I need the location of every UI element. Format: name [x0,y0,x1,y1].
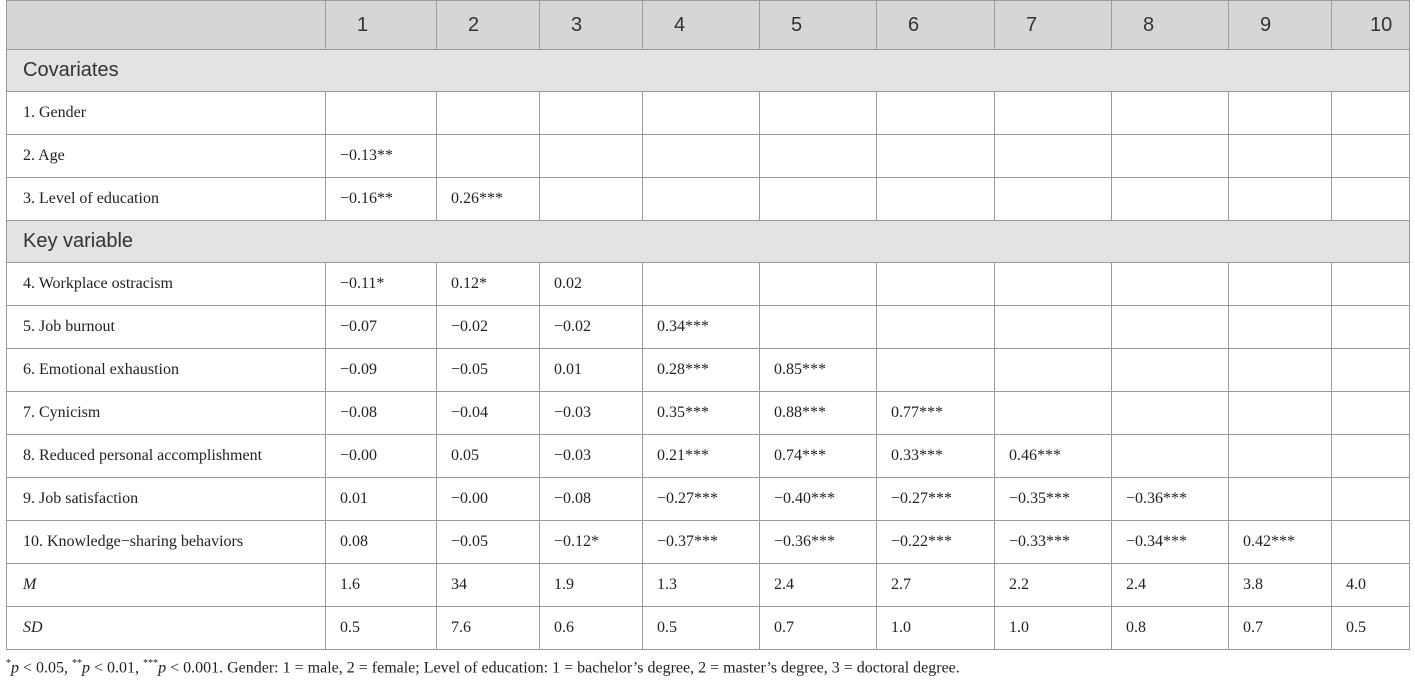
table-cell: 3.8 [1229,564,1332,607]
table-cell [540,135,643,178]
table-cell [877,178,995,221]
table-row [7,564,1410,607]
column-header-7: 7 [995,1,1112,50]
table-cell: −0.36*** [760,521,877,564]
column-header-1: 1 [326,1,437,50]
table-cell [1332,92,1410,135]
table-cell: 4.0 [1332,564,1410,607]
table-row [7,478,1410,521]
row-label: 9. Job satisfaction [7,478,326,521]
table-cell: −0.13** [326,135,437,178]
table-cell: 0.08 [326,521,437,564]
table-cell [643,263,760,306]
table-cell: −0.22*** [877,521,995,564]
table-cell [760,178,877,221]
table-cell [1332,435,1410,478]
table-cell: 2.4 [1112,564,1229,607]
table-cell [995,349,1112,392]
table-cell [877,306,995,349]
table-cell: 0.88*** [760,392,877,435]
table-cell [1112,135,1229,178]
table-cell: 0.33*** [877,435,995,478]
table-row [7,392,1410,435]
table-cell: −0.16** [326,178,437,221]
row-label: M [7,564,326,607]
table-cell [1332,178,1410,221]
table-cell: −0.00 [437,478,540,521]
table-cell [1112,349,1229,392]
table-cell [1229,435,1332,478]
table-cell: −0.07 [326,306,437,349]
table-cell: 0.7 [760,607,877,650]
table-cell [1229,478,1332,521]
table-cell: 0.5 [326,607,437,650]
table-cell: 1.6 [326,564,437,607]
row-label: 1. Gender [7,92,326,135]
row-label: 7. Cynicism [7,392,326,435]
table-cell [1332,392,1410,435]
header-row [7,1,1410,50]
table-cell [1332,306,1410,349]
table-cell: 0.28*** [643,349,760,392]
table-cell: −0.36*** [1112,478,1229,521]
table-cell [995,263,1112,306]
table-row [7,135,1410,178]
table-cell: 0.05 [437,435,540,478]
row-label: 5. Job burnout [7,306,326,349]
table-cell: −0.37*** [643,521,760,564]
table-cell [995,392,1112,435]
footnote-p-1: p [11,659,19,677]
column-header-5: 5 [760,1,877,50]
table-row [7,263,1410,306]
section-title: Key variable [7,221,1410,263]
table-cell [995,178,1112,221]
table-cell: −0.03 [540,435,643,478]
section-row [7,221,1410,263]
table-cell: −0.09 [326,349,437,392]
table-cell [995,135,1112,178]
table-row [7,435,1410,478]
table-row [7,306,1410,349]
table-cell: 0.85*** [760,349,877,392]
table-cell [1229,263,1332,306]
table-cell: 0.8 [1112,607,1229,650]
table-cell: 34 [437,564,540,607]
table-cell [437,92,540,135]
table-row [7,521,1410,564]
table-cell [760,306,877,349]
row-label: 10. Knowledge−sharing behaviors [7,521,326,564]
table-cell: 2.2 [995,564,1112,607]
table-cell: −0.05 [437,521,540,564]
column-header-2: 2 [437,1,540,50]
table-cell: −0.08 [326,392,437,435]
table-cell: −0.02 [437,306,540,349]
row-label: 3. Level of education [7,178,326,221]
table-cell: 2.7 [877,564,995,607]
table-cell [1229,178,1332,221]
table-cell: 0.02 [540,263,643,306]
row-label: 4. Workplace ostracism [7,263,326,306]
table-cell: 0.01 [326,478,437,521]
table-cell: −0.04 [437,392,540,435]
table-cell: 0.6 [540,607,643,650]
header-corner-cell [7,1,326,50]
footnote-sup-2: ** [72,658,83,669]
table-cell [1332,478,1410,521]
table-cell: 0.34*** [643,306,760,349]
table-cell: 0.5 [1332,607,1410,650]
table-cell [1229,349,1332,392]
table-cell [995,306,1112,349]
table-cell: 0.46*** [995,435,1112,478]
table-cell [1332,521,1410,564]
table-cell: 0.35*** [643,392,760,435]
table-row [7,349,1410,392]
table-cell [760,135,877,178]
table-cell: −0.05 [437,349,540,392]
section-title: Covariates [7,50,1410,92]
table-cell: 0.01 [540,349,643,392]
table-cell [1112,306,1229,349]
table-cell [540,178,643,221]
table-cell: −0.00 [326,435,437,478]
row-label: 2. Age [7,135,326,178]
table-cell [877,349,995,392]
table-row [7,607,1410,650]
table-row [7,92,1410,135]
table-cell [1112,263,1229,306]
row-label: 8. Reduced personal accomplishment [7,435,326,478]
table-cell: −0.35*** [995,478,1112,521]
table-cell [877,92,995,135]
table-cell: 1.0 [877,607,995,650]
column-header-8: 8 [1112,1,1229,50]
table-cell [760,92,877,135]
table-cell [760,263,877,306]
table-cell: 1.0 [995,607,1112,650]
table-cell [540,92,643,135]
table-cell: 7.6 [437,607,540,650]
column-header-9: 9 [1229,1,1332,50]
table-cell [1112,435,1229,478]
table-cell [437,135,540,178]
table-cell: 0.12* [437,263,540,306]
table-cell: −0.12* [540,521,643,564]
column-header-4: 4 [643,1,760,50]
table-cell: 0.42*** [1229,521,1332,564]
table-cell: 0.21*** [643,435,760,478]
table-row [7,178,1410,221]
row-label: 6. Emotional exhaustion [7,349,326,392]
table-cell: −0.33*** [995,521,1112,564]
table-cell [326,92,437,135]
table-cell: 0.74*** [760,435,877,478]
table-cell [1332,135,1410,178]
footnote-sup-3: *** [143,658,159,669]
correlation-table-container [6,0,1409,650]
table-cell: −0.08 [540,478,643,521]
table-cell: 1.3 [643,564,760,607]
table-cell: −0.40*** [760,478,877,521]
table-cell [877,135,995,178]
column-header-3: 3 [540,1,643,50]
table-cell [1229,135,1332,178]
table-cell [1112,178,1229,221]
footnote-text-2: < 0.01, [90,659,144,677]
table-body [7,50,1410,650]
column-header-6: 6 [877,1,995,50]
footnote-p-2: p [82,659,91,677]
table-cell: 2.4 [760,564,877,607]
table-cell [1332,263,1410,306]
table-cell [1112,92,1229,135]
table-cell: −0.03 [540,392,643,435]
footnote-sup-1: * [6,658,11,669]
table-cell: 0.5 [643,607,760,650]
table-cell: 0.26*** [437,178,540,221]
footnote-p-3: p [158,659,167,677]
table-cell: −0.02 [540,306,643,349]
table-cell: 1.9 [540,564,643,607]
table-cell: −0.27*** [643,478,760,521]
table-cell: −0.34*** [1112,521,1229,564]
table-cell [1229,92,1332,135]
table-cell [1332,349,1410,392]
table-footnote [6,658,960,677]
table-cell [643,178,760,221]
footnote-text-3: < 0.001. Gender: 1 = male, 2 = female; Level of education: 1 = bachelor’s degree, 2 = master’s degree, 3 = doctoral degree. [166,659,960,677]
row-label: SD [7,607,326,650]
table-cell: 0.77*** [877,392,995,435]
table-cell [1112,392,1229,435]
column-header-10: 10 [1332,1,1410,50]
table-cell [1229,392,1332,435]
table-cell: −0.27*** [877,478,995,521]
table-cell: 0.7 [1229,607,1332,650]
table-cell [1229,306,1332,349]
table-cell [643,135,760,178]
table-cell [877,263,995,306]
table-cell [643,92,760,135]
table-cell [995,92,1112,135]
table-cell: −0.11* [326,263,437,306]
footnote-text-1: < 0.05, [19,659,73,677]
correlation-table [6,0,1410,650]
section-row [7,50,1410,92]
